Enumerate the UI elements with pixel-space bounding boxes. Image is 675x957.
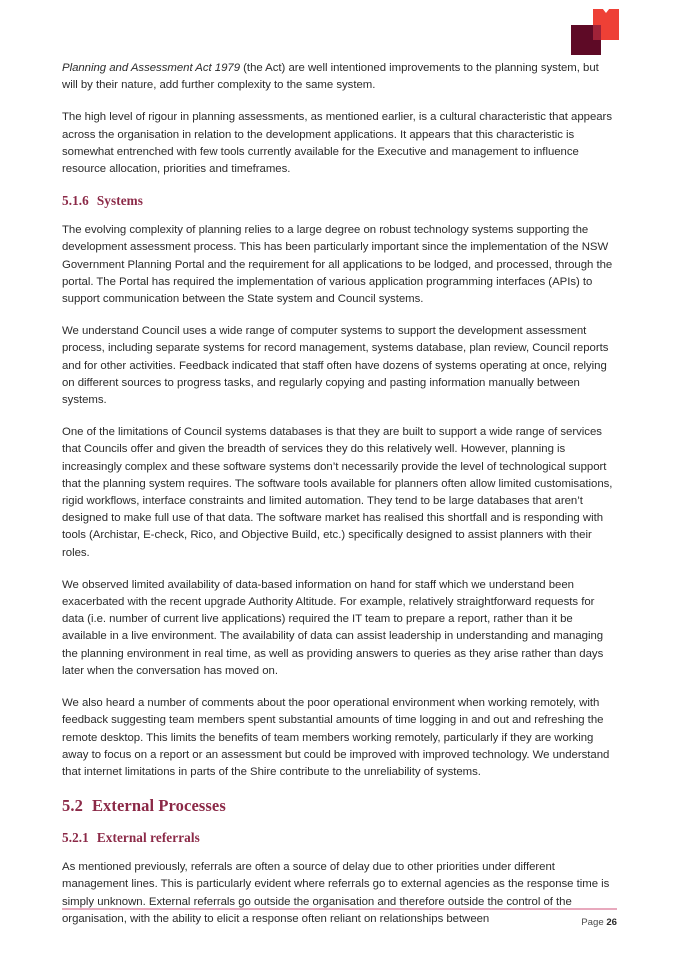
heading-5-2-1-external-referrals bbox=[62, 830, 616, 846]
heading-title: External referrals bbox=[96, 830, 200, 846]
paragraph-planning-act: Planning and Assessment Act 1979 (the Act) are well intentioned improvements to the planning system, but will by their nature, add further complexity to the same system. bbox=[62, 62, 599, 92]
heading-5-1-6-systems bbox=[62, 193, 616, 209]
footer-page-label: Page bbox=[581, 916, 604, 928]
paragraph-data-availability: We observed limited availability of data-based information on hand for staff which we understand been exacerbated with the recent upgrade Authority Altitude. For example, relatively straightforward requests for data (i.e. number of current live applications) required the IT team to prepare a report, rather than it be available in a live environment. The availability of data can assist leadership in understanding and managing the planning environment in real time, as well as providing answers to queries as they arise rather than days later when the conversation has moved on. bbox=[62, 578, 604, 677]
heading-5-2-external-processes bbox=[62, 796, 616, 816]
paragraph-council-computer-systems: We understand Council uses a wide range of computer systems to support the development assessment process, including separate systems for record management, systems database, plan review, Council reports and for other activities. Feedback indicated that staff often have dozens of systems operating at once, relying on different sources to progress tasks, and regularly copying and pasting information manually between systems. bbox=[62, 325, 609, 407]
paragraph-remote-working: We also heard a number of comments about the poor operational environment when working remotely, with feedback suggesting team members spent substantial amounts of time logging in and out and refreshing the remote desktop. This limits the benefits of team members working remotely, particularly if they are working away to focus on a report or an assessment but could be improved with improved technology. We understand that internet limitations in parts of the Shire contribute to the unreliability of systems. bbox=[62, 697, 610, 778]
paragraph-database-limitations: One of the limitations of Council systems databases is that they are built to support a wide range of services that Councils offer and given the breadth of services they do this relatively well. However, planning is increasingly complex and these software systems don’t necessarily provide the level of technological support that the planning system requires. The software tools available for planners often allow limited customisations, rigid workflows, interface constraints and limited automation. They tend to be large databases that aren’t designed to make full use of that data. The software market has realised this shortfall and is responding with tools (Archistar, E-check, Rico, and Objective Build, etc.) specifically designed to assist planners with their roles. bbox=[62, 426, 613, 559]
paragraph-external-referrals: As mentioned previously, referrals are often a source of delay due to other priorities under different management lines. This is particularly evident where referrals go to external agencies as the response time is simply unknown. External referrals go outside the organisation and therefore outside the control of the organisation, with the ability to elicit a response often reliant on relationships between bbox=[62, 861, 610, 925]
logo-overlap-region bbox=[593, 25, 601, 40]
paragraph-rigour: The high level of rigour in planning assessments, as mentioned earlier, is a cultural characteristic that appears across the organisation in relation to the development applications. It appears that this characteristic is somewhat entrenched with few tools currently available for the Executive and management to influence resource allocation, priorities and timeframes. bbox=[62, 111, 612, 176]
heading-title: External Processes bbox=[91, 796, 226, 816]
footer-page-number: 26 bbox=[606, 916, 617, 928]
document-body bbox=[62, 60, 616, 928]
heading-number: 5.2 bbox=[62, 796, 83, 816]
heading-title: Systems bbox=[96, 193, 143, 209]
paragraph-evolving-complexity: The evolving complexity of planning relies to a large degree on robust technology systems supporting the development assessment process. This has been particularly important since the implementation of the NSW Government Planning Portal and the requirement for all applications to be lodged, and processed, through the portal. The Portal has required the implementation of various application programming interfaces (APIs) to support communication between the State system and Council systems. bbox=[62, 224, 613, 306]
heading-number: 5.2.1 bbox=[62, 830, 89, 846]
footer-divider bbox=[62, 908, 617, 910]
heading-number: 5.1.6 bbox=[62, 193, 89, 209]
footer-page-indicator bbox=[62, 917, 617, 928]
morrison-low-logo bbox=[571, 9, 619, 55]
page-footer bbox=[62, 908, 617, 928]
